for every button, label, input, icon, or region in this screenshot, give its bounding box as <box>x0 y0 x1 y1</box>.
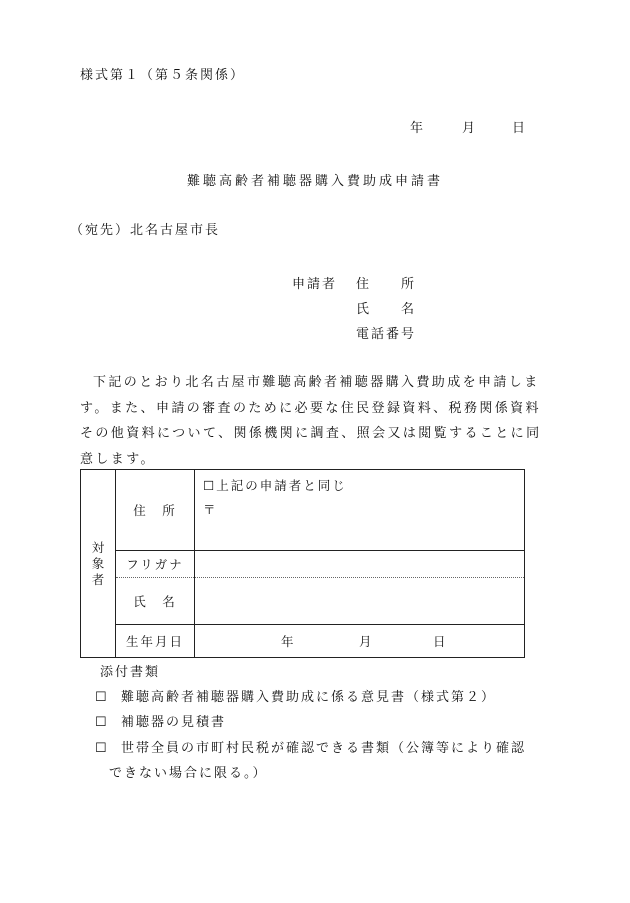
attachment-text: 世帯全員の市町村民税が確認できる書類（公簿等により確認 <box>121 741 527 756</box>
subject-address-label: 住 所 <box>116 470 195 551</box>
attachment-checkbox[interactable]: ☐ <box>95 690 109 705</box>
applicant-name-label: 氏 名 <box>356 302 417 317</box>
attachments-heading: 添付書類 <box>100 665 161 680</box>
subject-name-label: 氏 名 <box>116 578 195 625</box>
date-day: 日 <box>512 121 528 136</box>
birth-day: 日 <box>433 634 448 649</box>
subject-birthdate-field[interactable] <box>195 625 525 658</box>
attachment-item <box>95 710 555 735</box>
date-line <box>410 117 527 136</box>
attachment-item <box>95 736 555 786</box>
attachment-item <box>95 685 555 710</box>
form-number: 様式第１（第５条関係） <box>80 68 246 83</box>
subject-birthdate-label: 生年月日 <box>116 625 195 658</box>
date-year: 年 <box>410 121 426 136</box>
vertical-char: 象 <box>91 555 105 571</box>
body-text <box>80 370 550 472</box>
subject-furigana-field[interactable] <box>195 551 525 578</box>
attachment-text-continuation: できない場合に限る。） <box>109 766 268 781</box>
postal-mark: 〒 <box>203 502 218 517</box>
subject-vertical-label <box>81 470 116 658</box>
addressee: （宛先）北名古屋市長 <box>70 223 221 238</box>
birth-month: 月 <box>359 634 374 649</box>
subject-furigana-label: フリガナ <box>116 551 195 578</box>
document-title: 難聴高齢者補聴器購入費助成申請書 <box>186 174 443 189</box>
birth-year: 年 <box>281 634 296 649</box>
date-month: 月 <box>462 121 478 136</box>
same-as-applicant-checkbox[interactable]: ☐上記の申請者と同じ <box>203 478 347 493</box>
vertical-char: 対 <box>91 539 105 555</box>
applicant-address-label: 住 所 <box>356 277 417 292</box>
vertical-char: 者 <box>91 571 105 587</box>
applicant-phone-label: 電話番号 <box>356 327 417 342</box>
attachment-checkbox[interactable]: ☐ <box>95 715 109 730</box>
applicant-block <box>292 272 416 347</box>
attachment-checkbox[interactable]: ☐ <box>95 741 109 756</box>
attachment-text: 難聴高齢者補聴器購入費助成に係る意見書（様式第２） <box>121 690 497 705</box>
subject-name-field[interactable] <box>195 578 525 625</box>
attachment-text: 補聴器の見積書 <box>121 715 227 730</box>
subject-address-field[interactable] <box>195 470 525 551</box>
subject-table <box>80 469 525 658</box>
body-paragraph: 下記のとおり北名古屋市難聴高齢者補聴器購入費助成を申請します。また、申請の審査のために必要な住民登録資料、税務関係資料その他資料について、関係機関に調査、照会又は閲覧することに同意します。 <box>80 375 542 467</box>
applicant-role: 申請者 <box>292 277 338 292</box>
